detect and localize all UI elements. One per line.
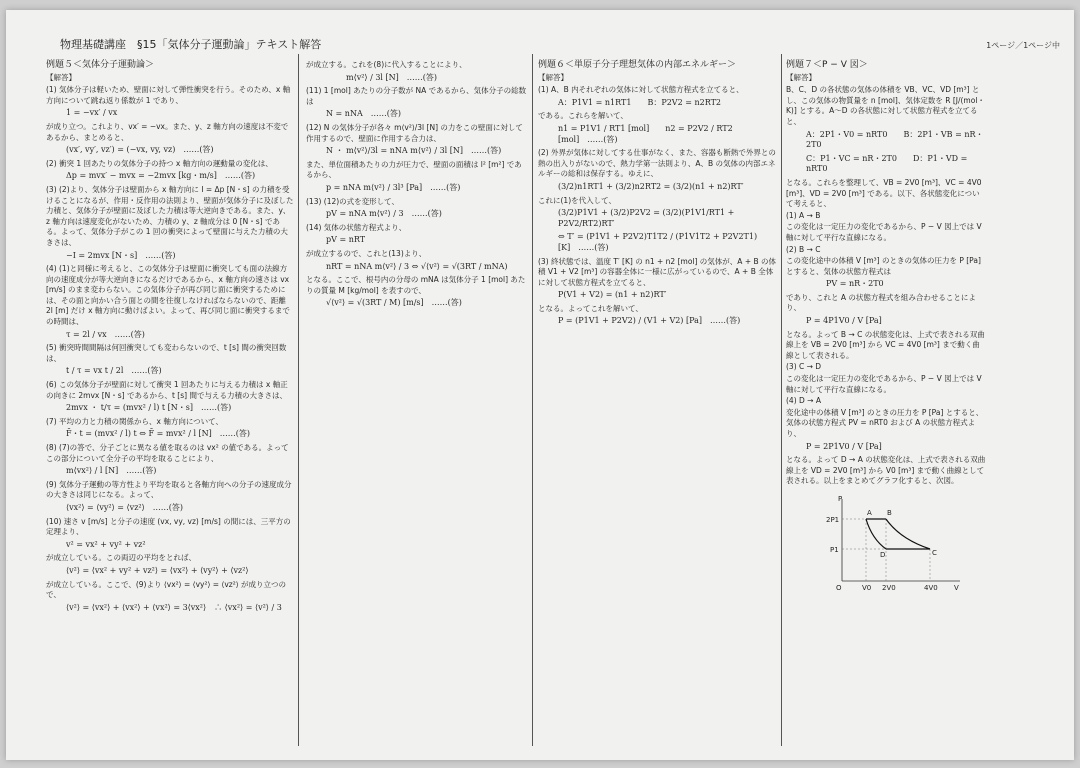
equation: N = nNA ……(答) [326, 109, 401, 119]
answer-label: 【解答】 [46, 72, 76, 82]
paragraph: となる。よって D → A の状態変化は、上式で表される双曲線上を VD = 2V0 [m³] から V0 [m³] まで動く曲線として表される。以上をまとめてグラフ化すると、次図。 [786, 455, 986, 486]
paragraph: が成立するので、これと(13)より、 [306, 248, 427, 258]
equation: p = nNA m⟨v²⟩ / 3l³ [Pa] ……(答) [326, 182, 461, 192]
equation: v² = vx² + vy² + vz² [66, 539, 146, 549]
paragraph: が成り立つ。これより、vx′ = −vx。また、y、z 軸方向の速度は不変であるから、まとめると、 [46, 121, 289, 142]
point-a-label: A [867, 508, 872, 517]
paragraph: (2) 外界が気体に対してする仕事がなく、また、容器も断熱で外界との熱の出入りがないので、熱力学第一法則より、A、B の気体の内部エネルギーの総和は保存する。ゆえに、 [538, 148, 776, 179]
equation: P = (P1V1 + P2V2) / (V1 + V2) [Pa] ……(答) [558, 316, 741, 326]
paragraph: この変化は一定圧力の変化であるから、P − V 図上では V 軸に対して平行な直線になる。 [786, 222, 982, 242]
paragraph: (8) (7)の答で、分子ごとに異なる値を取るのは vx² の値である。よってこの部分について全分子の平均を取ることにより、 [46, 443, 289, 463]
paragraph: (3) 終状態では、温度 T′ [K] の n1 + n2 [mol] の気体が、A + B の体積 V1 + V2 [m³] の容器全体に一様に広がっているので、A + B 全体に対して状態方程式を立てると、 [538, 256, 777, 287]
paragraph: (1) A → B [786, 210, 821, 220]
equation: P(V1 + V2) = (n1 + n2)RT′ [558, 290, 667, 300]
equation: PV = nR・2T0 [826, 279, 884, 289]
paragraph: (13) (12)の式を変形して、 [306, 196, 400, 206]
point-b-label: B [887, 508, 892, 517]
example-5-title: 例題５＜気体分子運動論＞ [46, 60, 155, 70]
paragraph: また、単位面積あたりの力が圧力で、壁面の面積は l² [m²] であるから、 [306, 159, 522, 180]
document-title: 物理基礎講座 §15「気体分子運動論」テキスト解答 [60, 38, 322, 51]
equation: (3/2)n1RT1 + (3/2)n2RT2 = (3/2)(n1 + n2)RT′ [558, 181, 744, 191]
paragraph: (1) 気体分子は軽いため、壁面に対して弾性衝突を行う。そのため、x 軸方向について跳ね返り係数が 1 であり、 [46, 85, 291, 105]
equation: nRT = nNA m⟨v²⟩ / 3 ⇔ √⟨v²⟩ = √(3RT / mNA) [326, 261, 508, 271]
paragraph: この変化は一定圧力の変化であるから、P − V 図上では V 軸に対して平行な直線になる。 [786, 374, 982, 394]
equation: ⟨vx²⟩ = ⟨vy²⟩ = ⟨vz²⟩ ……(答) [66, 502, 183, 512]
paragraph: (2) B → C [786, 244, 821, 254]
equation: 1 = −vx′ / vx [66, 108, 118, 118]
equation: C：P1・VC = nR・2T0 D：P1・VD = nRT0 [806, 153, 968, 174]
paragraph: (12) N の気体分子が各々 m⟨v²⟩/3l [N] の力をこの壁面に対して作用するので、壁面に作用する合力は、 [306, 122, 523, 143]
paragraph: (7) 平均の力と力積の関係から、x 軸方向について、 [46, 416, 224, 426]
paragraph: (14) 気体の状態方程式より、 [306, 222, 407, 232]
paragraph: であり、これと A の状態方程式を組み合わせることにより、 [786, 292, 976, 313]
column-divider [532, 54, 533, 746]
process-d-a [866, 519, 886, 549]
paragraph: (4) (1)と同様に考えると、この気体分子は壁面に衝突しても面の法線方向の速度成分が等大逆向きになるだけであるから、x 軸方向の速さは vx [m/s] のまま変わらない。この気体分子が再び同じ面に衝突するためには、その面と向かい合う面との間を往復しなければならないので、距離 2l [m] だけ x 軸方向に動けばよい。よって、再び同じ面に衝突するまでの時間は、 [46, 264, 290, 327]
example-7-title: 例題７＜P − V 図＞ [786, 60, 868, 70]
answer-label: 【解答】 [538, 72, 568, 82]
tick-label-p1: P1 [830, 545, 839, 554]
equation: 2mvx ・ t/τ = (mvx² / l) t [N・s] ……(答) [66, 403, 232, 413]
paragraph: が成立する。これを(8)に代入することにより、 [306, 60, 467, 69]
equation: A：2P1・V0 = nRT0 B：2P1・VB = nR・2T0 [806, 129, 984, 150]
equation: A：P1V1 = n1RT1 B：P2V2 = n2RT2 [558, 97, 722, 107]
tick-label-v0: V0 [862, 583, 872, 592]
column-example-5 [46, 52, 294, 746]
equation: (3/2)P1V1 + (3/2)P2V2 = (3/2)(P1V1/RT1 + P2V2/RT2)RT′ [558, 208, 735, 228]
origin-label: O [836, 583, 842, 592]
paragraph: となる。よってこれを解いて、 [538, 303, 643, 313]
equation: pV = nRT [326, 235, 366, 245]
paragraph: (3) C → D [786, 362, 822, 372]
column-divider [781, 54, 782, 746]
equation: t / τ = vx t / 2l ……(答) [66, 366, 162, 376]
paragraph: (1) A、B 内それぞれの気体に対して状態方程式を立てると、 [538, 85, 744, 95]
p-axis-label: P [838, 494, 843, 503]
paragraph: (5) 衝突時間間隔は何回衝突しても変わらないので、t [s] 間の衝突回数は、 [46, 343, 287, 363]
equation: ⟨v²⟩ = ⟨vx² + vy² + vz²⟩ = ⟨vx²⟩ + ⟨vy²⟩ + ⟨vz²⟩ [66, 565, 249, 575]
page-count: 1ページ／1ページ中 [986, 41, 1060, 50]
paragraph: となる。これらを整理して、VB = 2V0 [m³]、VC = 4V0 [m³]、VD = 2V0 [m³] である。以下、各状態変化について考えると、 [786, 177, 982, 209]
column-example-6 [538, 52, 778, 746]
column-example-5-continued [306, 52, 528, 746]
equation: Δp = mvx′ − mvx = −2mvx [kg・m/s] ……(答) [66, 171, 256, 181]
tick-label-2p1: 2P1 [826, 515, 840, 524]
equation: m⟨v²⟩ / 3l [N] ……(答) [346, 72, 438, 82]
paragraph: である。これらを解いて、 [538, 111, 628, 121]
equation: pV = nNA m⟨v²⟩ / 3 ……(答) [326, 209, 442, 219]
tick-label-4v0: 4V0 [924, 583, 938, 592]
paragraph: (6) この気体分子が壁面に対して衝突 1 回あたりに与える力積は x 軸正の向きに 2mvx [N・s] であるから、t [s] 間で与える力積の大きさは、 [46, 380, 288, 400]
equation: N ・ m⟨v²⟩/3l = nNA m⟨v²⟩ / 3l [N] ……(答) [326, 146, 502, 156]
equation: ⇔ T′ = (P1V1 + P2V2)T1T2 / (P1V1T2 + P2V2T1) [K] ……(答) [558, 232, 758, 252]
document-page [6, 10, 1074, 760]
pv-diagram [826, 493, 966, 593]
equation: n1 = P1V1 / RT1 [mol] n2 = P2V2 / RT2 [mol] ……(答) [558, 123, 733, 144]
column-example-7 [786, 52, 986, 746]
paragraph: この変化途中の体積 V [m³] のときの気体の圧力を P [Pa] とすると、気体の状態方程式は [786, 256, 981, 276]
paragraph: (11) 1 [mol] あたりの分子数が NA であるから、気体分子の総数は [306, 86, 527, 106]
paragraph: (2) 衝突 1 回あたりの気体分子の持つ x 軸方向の運動量の変化は、 [46, 158, 273, 168]
equation: m⟨vx²⟩ / l [N] ……(答) [66, 466, 157, 476]
equation: P = 4P1V0 / V [Pa] [806, 316, 882, 326]
tick-label-2v0: 2V0 [882, 583, 896, 592]
process-b-c [886, 519, 930, 549]
answer-label: 【解答】 [786, 72, 816, 82]
paragraph: B、C、D の各状態の気体の体積を VB、VC、VD [m³] とし、この気体の物質量を n [mol]、気体定数を R [J/(mol・K)] とする。A〜D の各状態に対して状態方程式を立てると、 [786, 85, 985, 126]
v-axis-label: V [954, 583, 959, 592]
equation: (vx′, vy′, vz′) = (−vx, vy, vz) ……(答) [66, 145, 214, 155]
column-divider [298, 54, 299, 746]
paragraph: (9) 気体分子運動の等方性より平均を取ると各軸方向への分子の速度成分の大きさは同じになる。よって、 [46, 479, 292, 500]
paragraph: が成立している。この両辺の平均をとれば、 [46, 553, 196, 563]
paragraph: となる。ここで、根号内の分母の mNA は気体分子 1 [mol] あたりの質量 M [kg/mol] を表すので、 [306, 275, 526, 295]
equation: τ = 2l / vx ……(答) [66, 329, 145, 339]
equation: P = 2P1V0 / V [Pa] [806, 441, 882, 451]
paragraph: (4) D → A [786, 396, 821, 406]
equation: √⟨v²⟩ = √(3RT / M) [m/s] ……(答) [326, 298, 462, 308]
equation: ⟨v²⟩ = ⟨vx²⟩ + ⟨vx²⟩ + ⟨vx²⟩ = 3⟨vx²⟩ ∴ ⟨vx²⟩ = ⟨v²⟩ / 3 [66, 602, 282, 612]
example-6-title: 例題６＜単原子分子理想気体の内部エネルギー＞ [538, 60, 737, 70]
paragraph: (10) 速さ v [m/s] と分子の速度 (vx, vy, vz) [m/s] の間には、三平方の定理より、 [46, 516, 291, 537]
paragraph: が成立している。ここで、(9)より ⟨vx²⟩ = ⟨vy²⟩ = ⟨vz²⟩ が成り立つので、 [46, 579, 287, 600]
paragraph: 変化途中の体積 V [m³] のときの圧力を P [Pa] とすると、気体の状態方程式 PV = nRT0 および A の状態方程式より、 [786, 407, 984, 438]
equation: F̄・t = (mvx² / l) t ⇔ F̄ = mvx² / l [N] ……(答) [66, 429, 251, 439]
paragraph: となる。よって B → C の状態変化は、上式で表される双曲線上を VB = 2V0 [m³] から VC = 4V0 [m³] まで動く曲線として表される。 [786, 329, 985, 360]
paragraph: (3) (2)より、気体分子は壁面から x 軸方向に I = Δp [N・s] の力積を受けることになるが、作用・反作用の法則より、壁面が気体分子に及ぼした力積と、気体分子が壁面に及ぼした力積は等大逆向きである。また、y、z 軸方向は速度変化がないため、力積の y、z 軸成分は 0 [N・s] である。よって、気体分子がこの 1 回の衝突によって壁面に与えた力積の大きさは、 [46, 184, 294, 247]
point-d-label: D [880, 550, 886, 559]
equation: −I = 2mvx [N・s] ……(答) [66, 250, 176, 260]
point-c-label: C [932, 548, 937, 557]
paragraph: これに(1)を代入して、 [538, 195, 616, 205]
